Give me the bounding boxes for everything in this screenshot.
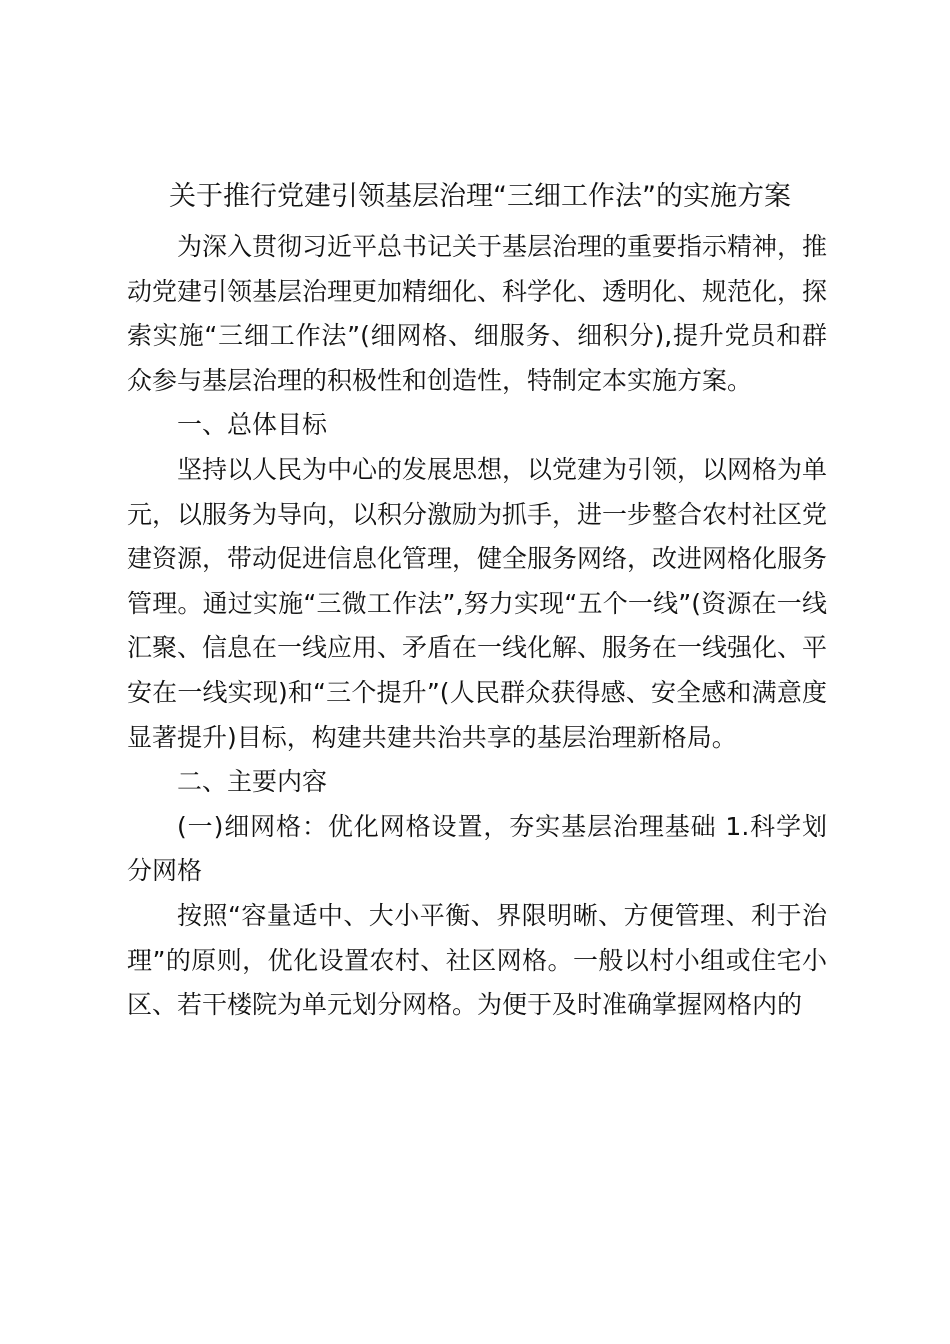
document-title: 关于推行党建引领基层治理“三细工作法”的实施方案: [169, 181, 791, 212]
paragraph-grid-division: 按照“容量适中、大小平衡、界限明晰、方便管理、利于治理”的原则，优化设置农村、社区网格。一般以村小组或住宅小区、若干楼院为单元划分网格。为便于及时准确掌握网格内的: [127, 900, 827, 1020]
section-heading-main-content: 二、主要内容: [177, 767, 328, 797]
paragraph-intro: 为深入贯彻习近平总书记关于基层治理的重要指示精神，推动党建引领基层治理更加精细化、科学化、透明化、规范化，探索实施“三细工作法”(细网格、细服务、细积分),提升党员和群众参与基层治理的积极性和创造性，特制定本实施方案。: [127, 232, 828, 395]
paragraph-subsection-grid: (一)细网格：优化网格设置，夯实基层治理基础 1.科学划分网格: [127, 811, 827, 886]
document-body: [127, 225, 827, 1028]
paragraph-overall-goal: 坚持以人民为中心的发展思想，以党建为引领，以网格为单元，以服务为导向，以积分激励为抓手，进一步整合农村社区党建资源，带动促进信息化管理，健全服务网络，改进网格化服务管理。通过实施“三微工作法”,努力实现“五个一线”(资源在一线汇聚、信息在一线应用、矛盾在一线化解、服务在一线强化、平安在一线实现)和“三个提升”(人民群众获得感、安全感和满意度显著提升)目标，构建共建共治共享的基层治理新格局。: [127, 454, 828, 752]
section-heading-overall-goal: 一、总体目标: [177, 410, 328, 440]
